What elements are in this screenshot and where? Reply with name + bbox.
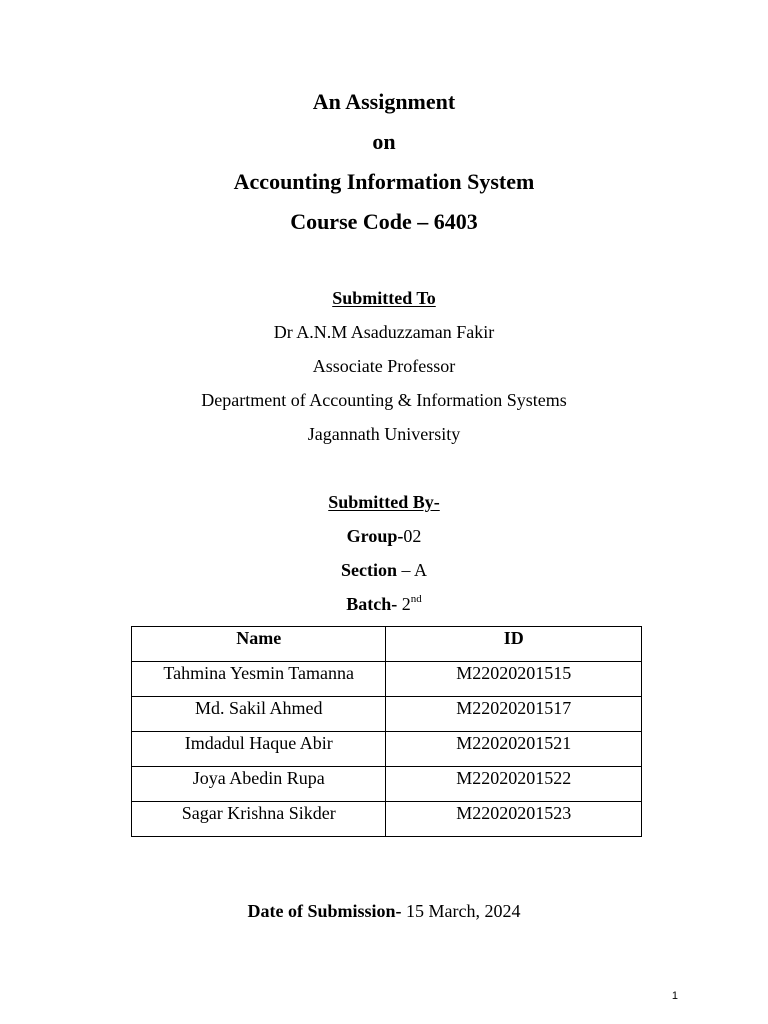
supervisor-name: Dr A.N.M Asaduzzaman Fakir	[273, 322, 495, 342]
submission-date-value: 15 March, 2024	[401, 901, 521, 921]
member-name: Joya Abedin Rupa	[132, 767, 386, 802]
members-table	[131, 626, 642, 837]
submitted-by-heading: Submitted By-	[328, 492, 440, 512]
table-header-row	[132, 627, 642, 662]
supervisor-department: Department of Accounting & Information Systems	[201, 390, 567, 410]
column-header-name: Name	[132, 627, 386, 662]
table-row	[132, 732, 642, 767]
batch-label: Batch-	[346, 594, 398, 614]
page-number: 1	[671, 990, 678, 1002]
batch-value: 2	[397, 594, 411, 614]
submitted-to-heading: Submitted To	[332, 288, 436, 308]
member-id: M22020201523	[386, 802, 642, 837]
section-line	[0, 559, 768, 581]
batch-suffix: nd	[410, 593, 422, 605]
title-line-2: on	[372, 129, 396, 154]
member-id: M22020201522	[386, 767, 642, 802]
member-id: M22020201517	[386, 697, 642, 732]
group-line	[0, 525, 768, 547]
submission-date-label: Date of Submission-	[247, 901, 402, 921]
title-line-1: An Assignment	[312, 89, 456, 114]
member-name: Md. Sakil Ahmed	[132, 697, 386, 732]
table-row	[132, 697, 642, 732]
supervisor-designation: Associate Professor	[312, 356, 456, 376]
group-label: Group-	[346, 526, 404, 546]
member-id: M22020201515	[386, 662, 642, 697]
section-value: – A	[396, 560, 427, 580]
member-name: Sagar Krishna Sikder	[132, 802, 386, 837]
batch-line	[0, 593, 768, 615]
table-row	[132, 802, 642, 837]
course-title: Accounting Information System	[233, 169, 535, 194]
column-header-id: ID	[386, 627, 642, 662]
course-code: Course Code – 6403	[290, 209, 478, 234]
submission-date-line	[0, 900, 768, 922]
member-name: Tahmina Yesmin Tamanna	[132, 662, 386, 697]
table-row	[132, 767, 642, 802]
supervisor-university: Jagannath University	[307, 424, 461, 444]
group-value: 02	[403, 526, 422, 546]
table-row	[132, 662, 642, 697]
member-name: Imdadul Haque Abir	[132, 732, 386, 767]
section-label: Section	[340, 560, 397, 580]
member-id: M22020201521	[386, 732, 642, 767]
